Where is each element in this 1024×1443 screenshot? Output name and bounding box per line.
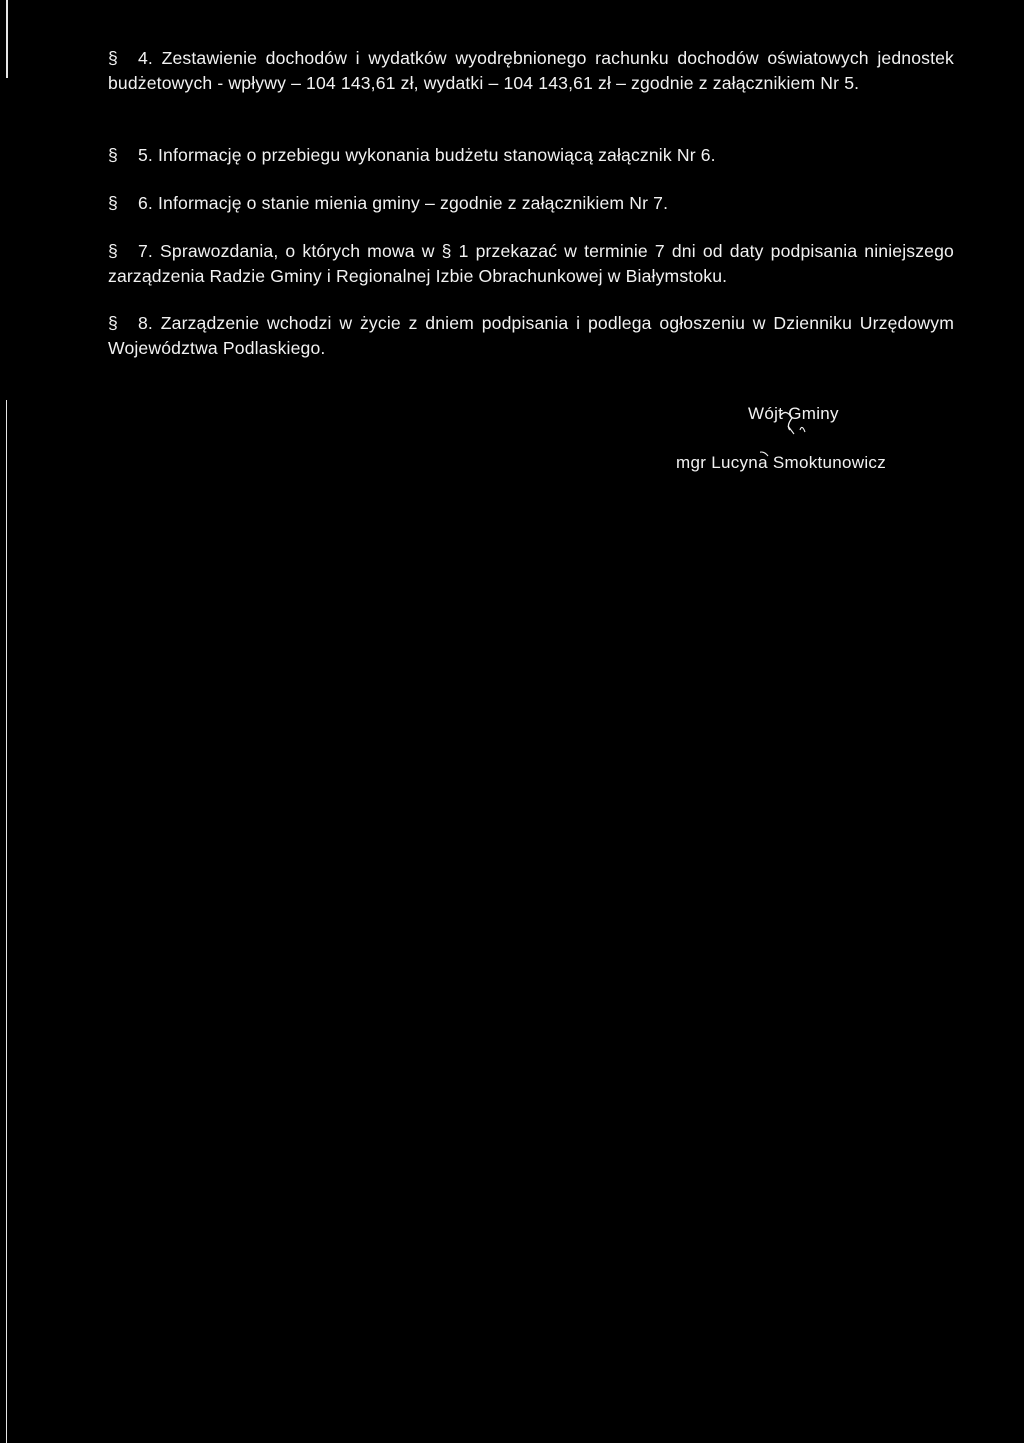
paragraph-7 (108, 239, 954, 288)
scan-edge-line (6, 0, 8, 78)
paragraph-text: 4. Zestawienie dochodów i wydatków wyodrębnionego rachunku dochodów oświatowych jednostek budżetowych - wpływy – 104 143,61 zł, wydatki – 104 143,61 zł – zgodnie z załącznikiem Nr 5. (108, 48, 954, 93)
section-sign: § (108, 313, 118, 333)
paragraph-6 (108, 191, 954, 216)
section-sign: § (108, 241, 118, 261)
paragraph-8 (108, 311, 954, 360)
paragraph-text: 5. Informację o przebiegu wykonania budżetu stanowiącą załącznik Nr 6. (138, 145, 716, 165)
paragraph-text: 6. Informację o stanie mienia gminy – zgodnie z załącznikiem Nr 7. (138, 193, 669, 213)
signature-title: Wójt Gminy (748, 404, 839, 423)
paragraph-text: 8. Zarządzenie wchodzi w życie z dniem podpisania i podlega ogłoszeniu w Dzienniku Urzędowym Województwa Podlaskiego. (108, 313, 954, 358)
handwritten-signature-mark (760, 400, 880, 460)
signature-name: mgr Lucyna Smoktunowicz (676, 453, 887, 472)
section-sign: § (108, 145, 118, 165)
section-sign: § (108, 193, 118, 213)
paragraph-4 (108, 46, 954, 95)
scan-edge-line (6, 400, 7, 1443)
paragraph-text: 7. Sprawozdania, o których mowa w § 1 przekazać w terminie 7 dni od daty podpisania niniejszego zarządzenia Radzie Gminy i Regionalnej Izbie Obrachunkowej w Białymstoku. (108, 241, 954, 286)
section-sign: § (108, 48, 118, 68)
paragraph-5 (108, 143, 954, 168)
